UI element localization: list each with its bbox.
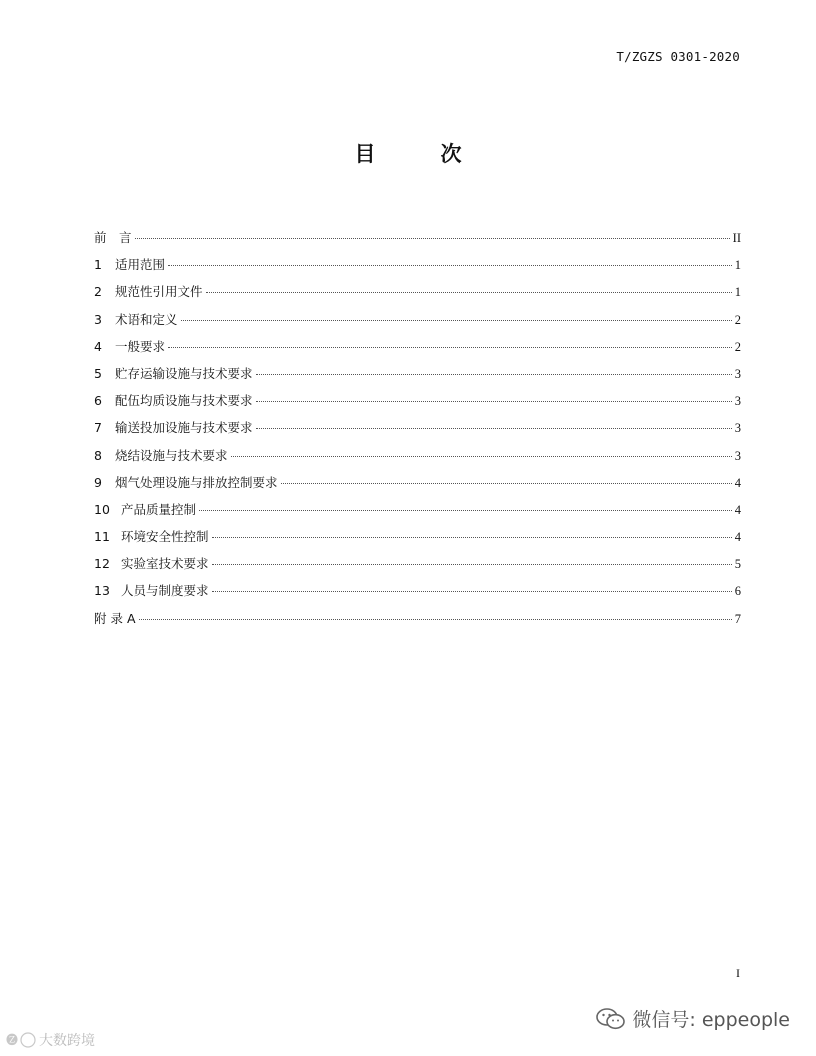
toc-entry-label: 人员与制度要求	[121, 583, 209, 599]
toc-leader-dots	[199, 510, 732, 511]
source-logo-icon	[6, 1031, 36, 1049]
toc-entry-label: 实验室技术要求	[121, 556, 209, 572]
toc-entry-8[interactable]	[94, 446, 741, 473]
toc-entry-page: 4	[734, 502, 741, 517]
toc-entry-label: 一般要求	[115, 338, 166, 354]
toc-entry-6[interactable]	[94, 391, 741, 418]
wechat-watermark	[596, 1005, 790, 1032]
page-title: 目 次	[354, 142, 484, 166]
toc-entry-label: 烟气处理设施与排放控制要求	[115, 474, 278, 490]
svg-text:🅩: 🅩	[6, 1033, 19, 1047]
toc-entry-page: 3	[734, 394, 741, 409]
toc-entry-page: II	[732, 231, 741, 245]
toc-entry-page: 6	[734, 584, 741, 599]
toc-entry-page: 3	[734, 366, 741, 381]
toc-entry-number: 1	[94, 257, 102, 273]
table-of-contents	[94, 228, 741, 636]
toc-entry-label: 适用范围	[115, 257, 166, 273]
toc-entry-page: 1	[734, 258, 741, 273]
toc-entry-preface[interactable]	[94, 228, 741, 255]
toc-entry-page: 4	[734, 475, 741, 490]
toc-entry-5[interactable]	[94, 364, 741, 391]
page-number: I	[736, 966, 740, 980]
toc-leader-dots	[139, 619, 732, 620]
toc-leader-dots	[256, 401, 732, 402]
toc-entry-number: 11	[94, 529, 110, 545]
toc-entry-label: 规范性引用文件	[115, 284, 203, 300]
document-code: T/ZGZS 0301-2020	[616, 49, 740, 64]
toc-entry-label: 附 录 A	[94, 610, 136, 626]
toc-entry-label: 配伍均质设施与技术要求	[115, 393, 253, 409]
toc-entry-number: 9	[94, 474, 102, 490]
toc-entry-11[interactable]	[94, 527, 741, 554]
toc-leader-dots	[231, 456, 732, 457]
toc-entry-label: 术语和定义	[115, 311, 178, 327]
toc-leader-dots	[168, 265, 732, 266]
toc-entry-label: 产品质量控制	[121, 501, 197, 517]
wechat-id-text: 微信号: eppeople	[632, 1009, 790, 1031]
toc-entry-number: 3	[94, 311, 102, 327]
source-watermark	[6, 1030, 95, 1050]
toc-entry-page: 2	[734, 339, 741, 354]
toc-entry-appendix-a[interactable]	[94, 609, 741, 636]
toc-entry-label: 烧结设施与技术要求	[115, 447, 228, 463]
toc-entry-label: 贮存运输设施与技术要求	[115, 365, 253, 381]
toc-entry-number: 4	[94, 338, 102, 354]
toc-entry-number: 5	[94, 365, 102, 381]
toc-entry-page: 3	[734, 421, 741, 436]
toc-entry-9[interactable]	[94, 473, 741, 500]
toc-entry-label: 输送投加设施与技术要求	[115, 420, 253, 436]
toc-entry-page: 7	[734, 611, 741, 626]
toc-leader-dots	[168, 347, 732, 348]
toc-entry-number: 13	[94, 583, 110, 599]
wechat-icon	[596, 1007, 626, 1031]
toc-entry-label: 前 言	[94, 230, 132, 245]
toc-leader-dots	[212, 564, 732, 565]
toc-entry-7[interactable]	[94, 418, 741, 445]
toc-entry-page: 4	[734, 530, 741, 545]
toc-entry-number: 8	[94, 447, 102, 463]
toc-leader-dots	[212, 537, 732, 538]
toc-leader-dots	[206, 292, 732, 293]
source-watermark-text: 大数跨境	[39, 1033, 95, 1049]
toc-entry-number: 2	[94, 284, 102, 300]
toc-leader-dots	[212, 591, 732, 592]
toc-entry-2[interactable]	[94, 282, 741, 309]
toc-entry-10[interactable]	[94, 500, 741, 527]
toc-leader-dots	[281, 483, 732, 484]
toc-entry-number: 7	[94, 420, 102, 436]
toc-entry-page: 1	[734, 285, 741, 300]
toc-leader-dots	[181, 320, 732, 321]
toc-entry-1[interactable]	[94, 255, 741, 282]
toc-entry-page: 5	[734, 557, 741, 572]
toc-leader-dots	[256, 374, 732, 375]
toc-leader-dots	[135, 238, 730, 239]
toc-leader-dots	[256, 428, 732, 429]
toc-entry-number: 10	[94, 501, 110, 517]
toc-entry-page: 3	[734, 448, 741, 463]
toc-entry-number: 12	[94, 556, 110, 572]
toc-entry-number: 6	[94, 393, 102, 409]
toc-entry-12[interactable]	[94, 554, 741, 581]
toc-entry-label: 环境安全性控制	[121, 529, 209, 545]
toc-entry-3[interactable]	[94, 310, 741, 337]
toc-entry-4[interactable]	[94, 337, 741, 364]
toc-entry-page: 2	[734, 312, 741, 327]
toc-entry-13[interactable]	[94, 581, 741, 608]
